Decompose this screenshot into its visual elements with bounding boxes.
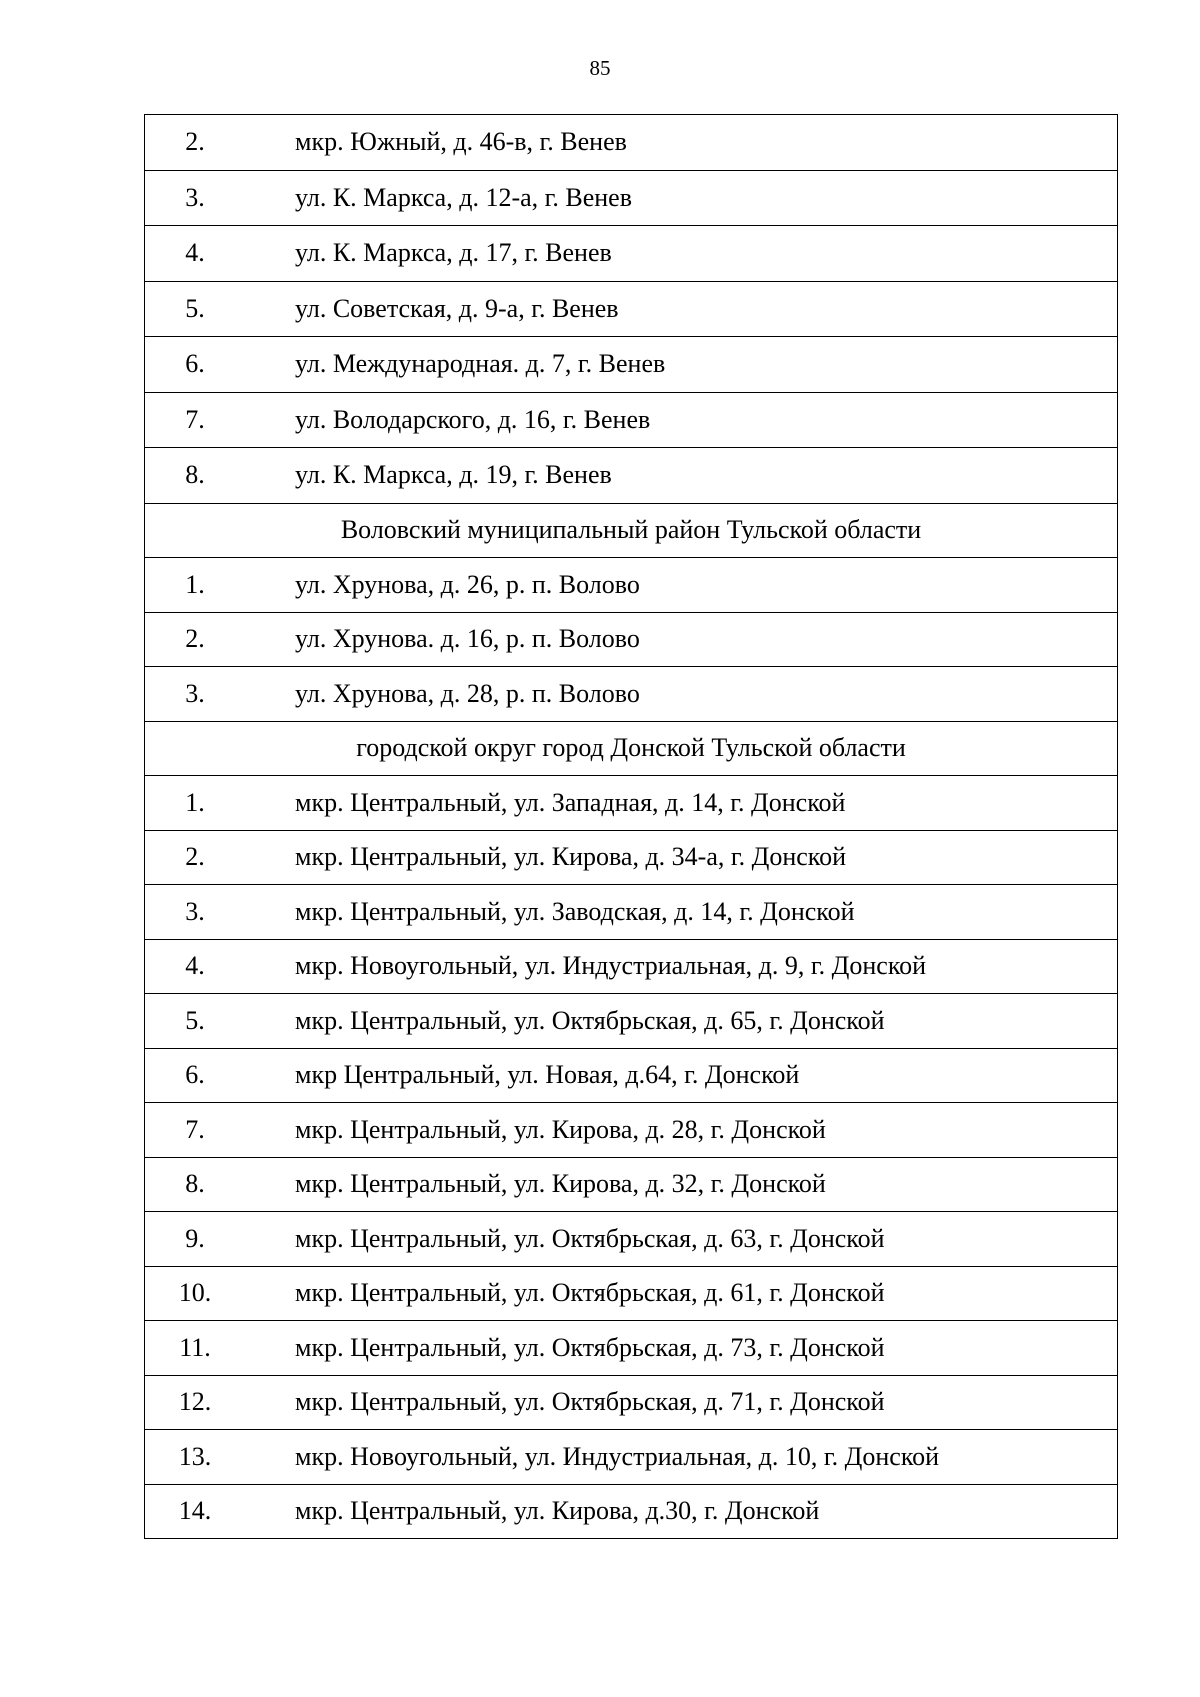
row-address: мкр. Центральный, ул. Заводская, д. 14, г. Донской bbox=[245, 885, 1118, 940]
row-address: ул. Хрунова, д. 28, р. п. Волово bbox=[245, 667, 1118, 722]
row-number: 3. bbox=[145, 667, 246, 722]
row-number: 5. bbox=[145, 281, 246, 337]
row-number: 10. bbox=[145, 1266, 246, 1321]
table-row bbox=[145, 337, 1118, 393]
table-row bbox=[145, 392, 1118, 448]
row-address: мкр. Центральный, ул. Западная, д. 14, г. Донской bbox=[245, 776, 1118, 831]
row-number: 1. bbox=[145, 558, 246, 613]
row-address: мкр. Центральный, ул. Октябрьская, д. 71, г. Донской bbox=[245, 1375, 1118, 1430]
table-row bbox=[145, 612, 1118, 667]
table-row bbox=[145, 939, 1118, 994]
row-address: ул. Международная. д. 7, г. Венев bbox=[245, 337, 1118, 393]
table-row bbox=[145, 281, 1118, 337]
row-address: мкр. Центральный, ул. Кирова, д. 34-а, г. Донской bbox=[245, 830, 1118, 885]
table-row bbox=[145, 115, 1118, 171]
row-number: 2. bbox=[145, 830, 246, 885]
row-number: 11. bbox=[145, 1321, 246, 1376]
row-number: 6. bbox=[145, 1048, 246, 1103]
row-address: мкр. Центральный, ул. Октябрьская, д. 73, г. Донской bbox=[245, 1321, 1118, 1376]
row-address: мкр. Центральный, ул. Кирова, д.30, г. Донской bbox=[245, 1484, 1118, 1539]
table-row bbox=[145, 1321, 1118, 1376]
row-address: мкр. Новоугольный, ул. Индустриальная, д. 10, г. Донской bbox=[245, 1430, 1118, 1485]
table-row bbox=[145, 1212, 1118, 1267]
row-number: 7. bbox=[145, 1103, 246, 1158]
row-address: мкр. Центральный, ул. Кирова, д. 32, г. Донской bbox=[245, 1157, 1118, 1212]
table-row bbox=[145, 1157, 1118, 1212]
table-row bbox=[145, 667, 1118, 722]
row-number: 8. bbox=[145, 1157, 246, 1212]
row-address: ул. К. Маркса, д. 17, г. Венев bbox=[245, 226, 1118, 282]
row-address: мкр. Центральный, ул. Октябрьская, д. 65, г. Донской bbox=[245, 994, 1118, 1049]
page-number: 85 bbox=[589, 56, 611, 80]
row-address: мкр. Новоугольный, ул. Индустриальная, д. 9, г. Донской bbox=[245, 939, 1118, 994]
row-address: мкр. Центральный, ул. Октябрьская, д. 61, г. Донской bbox=[245, 1266, 1118, 1321]
table-row bbox=[145, 1266, 1118, 1321]
table-row bbox=[145, 170, 1118, 226]
table-row bbox=[145, 226, 1118, 282]
table-row bbox=[145, 1484, 1118, 1539]
row-number: 4. bbox=[145, 226, 246, 282]
section-title: городской округ город Донской Тульской области bbox=[145, 721, 1118, 776]
section-header-row bbox=[145, 721, 1118, 776]
row-number: 4. bbox=[145, 939, 246, 994]
row-number: 3. bbox=[145, 170, 246, 226]
row-address: мкр Центральный, ул. Новая, д.64, г. Донской bbox=[245, 1048, 1118, 1103]
table-row bbox=[145, 1103, 1118, 1158]
row-number: 2. bbox=[145, 115, 246, 171]
row-address: мкр. Центральный, ул. Октябрьская, д. 63, г. Донской bbox=[245, 1212, 1118, 1267]
address-table-body bbox=[145, 115, 1118, 1539]
table-row bbox=[145, 558, 1118, 613]
address-table bbox=[144, 114, 1118, 1539]
table-row bbox=[145, 1375, 1118, 1430]
row-address: ул. Володарского, д. 16, г. Венев bbox=[245, 392, 1118, 448]
row-number: 5. bbox=[145, 994, 246, 1049]
row-number: 7. bbox=[145, 392, 246, 448]
row-address: ул. Советская, д. 9-а, г. Венев bbox=[245, 281, 1118, 337]
table-row bbox=[145, 1048, 1118, 1103]
row-number: 13. bbox=[145, 1430, 246, 1485]
section-title: Воловский муниципальный район Тульской области bbox=[145, 503, 1118, 558]
row-address: ул. Хрунова, д. 26, р. п. Волово bbox=[245, 558, 1118, 613]
table-row bbox=[145, 448, 1118, 504]
table-row bbox=[145, 1430, 1118, 1485]
row-number: 9. bbox=[145, 1212, 246, 1267]
row-number: 8. bbox=[145, 448, 246, 504]
row-number: 1. bbox=[145, 776, 246, 831]
row-number: 12. bbox=[145, 1375, 246, 1430]
section-header-row bbox=[145, 503, 1118, 558]
table-row bbox=[145, 994, 1118, 1049]
row-number: 6. bbox=[145, 337, 246, 393]
table-row bbox=[145, 830, 1118, 885]
table-row bbox=[145, 885, 1118, 940]
row-address: мкр. Южный, д. 46-в, г. Венев bbox=[245, 115, 1118, 171]
row-address: мкр. Центральный, ул. Кирова, д. 28, г. Донской bbox=[245, 1103, 1118, 1158]
table-row bbox=[145, 776, 1118, 831]
row-address: ул. К. Маркса, д. 12-а, г. Венев bbox=[245, 170, 1118, 226]
row-number: 2. bbox=[145, 612, 246, 667]
row-address: ул. К. Маркса, д. 19, г. Венев bbox=[245, 448, 1118, 504]
row-address: ул. Хрунова. д. 16, р. п. Волово bbox=[245, 612, 1118, 667]
row-number: 14. bbox=[145, 1484, 246, 1539]
row-number: 3. bbox=[145, 885, 246, 940]
